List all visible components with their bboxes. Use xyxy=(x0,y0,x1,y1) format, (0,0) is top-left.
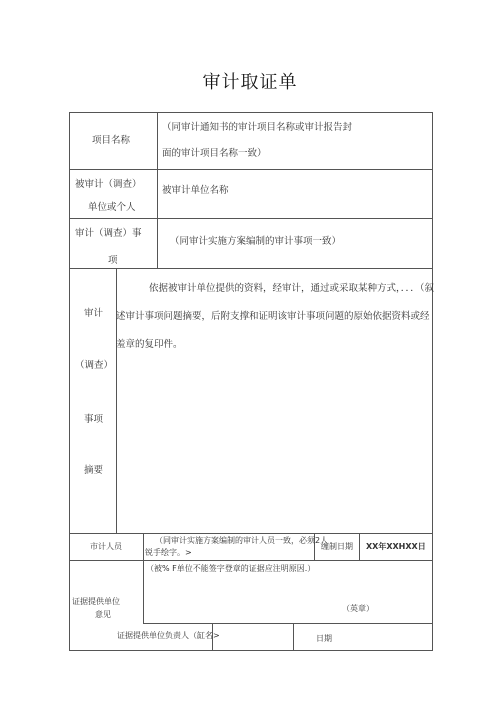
auditor-date-value: XX年XXHXX日 xyxy=(366,542,426,551)
audit-item-label-line2: 项 xyxy=(108,255,118,266)
rule-row3 xyxy=(69,268,433,269)
rule-bottom xyxy=(69,650,433,651)
audit-item-value: （同审计实施方案编制的审计事项一致） xyxy=(170,236,342,247)
rule-row5 xyxy=(69,560,433,561)
provider-seal: （英章） xyxy=(342,604,374,613)
audited-party-label-line2: 单位或个人 xyxy=(88,202,136,213)
provider-head-label: 证据提供单位负责人（缸名> xyxy=(117,631,220,640)
provider-opinion-label-line1: 证据提供单位 xyxy=(72,597,120,606)
rule-date-right xyxy=(359,533,360,560)
auditor-value-line2: 锐手绘字。> xyxy=(145,548,192,557)
project-name-line2: 面的审计项目名称一致） xyxy=(162,148,267,159)
auditor-date-label: 缠制日期 xyxy=(321,542,353,551)
rule-row1 xyxy=(69,169,433,170)
summary-label-line1: 审计 xyxy=(84,308,104,319)
audited-party-label-line1: 被审计（调查） xyxy=(75,179,142,190)
rule-head-date xyxy=(293,623,294,650)
summary-content: 依据被审计单位提供的资料，经审计，通过或采取某种方式，．．．（叙述审计事项问题摘要，后附支撑和证明该审计事项问题的原始依据资料或经羞章的复印件。 xyxy=(116,283,435,350)
auditor-value-line1: （同审计实施方案编制的审计人员一致，必须2人 xyxy=(155,536,329,545)
rule-right xyxy=(432,112,433,650)
summary-label-line2: （调查） xyxy=(75,360,114,371)
provider-head-date-label: 日期 xyxy=(316,634,332,643)
rule-auditor-col xyxy=(143,533,144,623)
rule-left xyxy=(69,112,70,650)
audited-party-value: 被审计单位名称 xyxy=(162,185,229,196)
provider-opinion-note: （被% F单位不能签字登章的证据应注明原因.） xyxy=(146,564,316,573)
project-name-line1: （同审计通知书的审计项目名称或审计报告封 xyxy=(162,122,353,133)
rule-label-col xyxy=(157,112,158,268)
provider-opinion-label-line2: 意见 xyxy=(95,610,111,619)
project-name-label: 项目名称 xyxy=(92,135,131,146)
auditor-label: 市计人员 xyxy=(90,542,122,551)
rule-top xyxy=(69,112,433,113)
rule-row2 xyxy=(69,218,433,219)
audit-item-label-line1: 审计（调查）事 xyxy=(75,228,142,239)
summary-label-line4: 摘要 xyxy=(84,465,104,476)
rule-row6 xyxy=(143,623,433,624)
page-title: 审计取证单 xyxy=(202,72,298,93)
summary-label-line3: 事项 xyxy=(84,414,104,425)
rule-row4 xyxy=(69,533,433,534)
